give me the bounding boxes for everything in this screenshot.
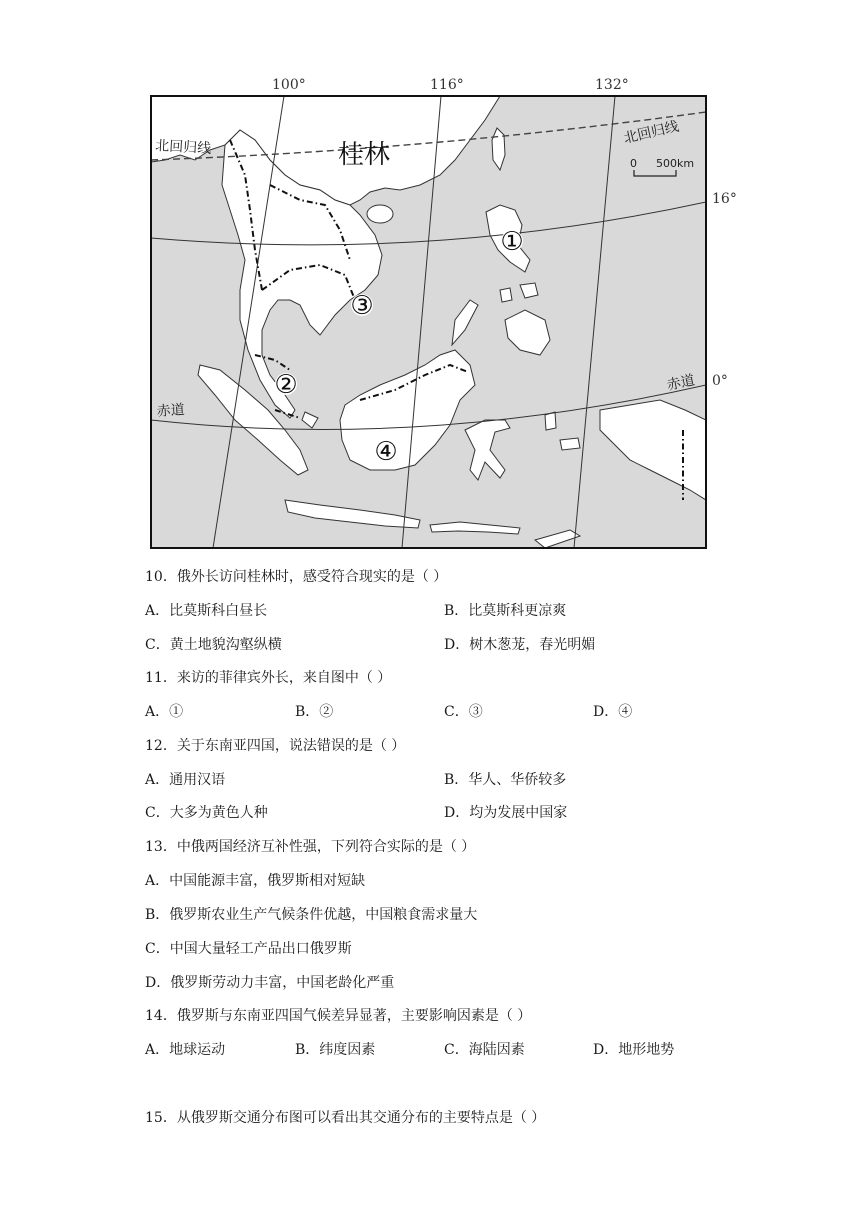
question-10-option-b: B．比莫斯科更凉爽 xyxy=(444,603,567,619)
moluccas-island-2 xyxy=(560,438,580,450)
lat-label-16: 16° xyxy=(712,191,737,207)
map-svg xyxy=(140,70,737,560)
question-11-option-d: D．④ xyxy=(593,704,633,720)
hainan-island xyxy=(367,205,393,223)
question-14-option-d: D．地形地势 xyxy=(593,1042,675,1058)
question-11-option-c: C．③ xyxy=(444,704,483,720)
question-11-option-a: A．① xyxy=(145,704,184,720)
question-15-stem: 15．从俄罗斯交通分布图可以看出其交通分布的主要特点是（ ） xyxy=(145,1110,546,1126)
question-10-stem: 10．俄外长访问桂林时，感受符合现实的是（ ） xyxy=(145,569,448,585)
question-13-option-c: C．中国大量轻工产品出口俄罗斯 xyxy=(145,941,352,957)
question-12-option-a: A．通用汉语 xyxy=(145,772,226,788)
question-12-stem: 12．关于东南亚四国，说法错误的是（ ） xyxy=(145,738,406,754)
scale-zero-label: 0 xyxy=(630,157,637,170)
question-12-option-d: D．均为发展中国家 xyxy=(444,805,568,821)
question-13-option-d: D．俄罗斯劳动力丰富，中国老龄化严重 xyxy=(145,975,395,991)
lon-label-100: 100° xyxy=(272,77,306,93)
tropic-label-left: 北回归线 xyxy=(154,138,212,157)
scale-dist-label: 500km xyxy=(656,157,695,170)
question-11-stem: 11．来访的菲律宾外长，来自图中（ ） xyxy=(145,670,392,686)
question-10-option-a: A．比莫斯科白昼长 xyxy=(145,603,268,619)
question-14-stem: 14．俄罗斯与东南亚四国气候差异显著，主要影响因素是（ ） xyxy=(145,1008,532,1024)
question-13-option-a: A．中国能源丰富，俄罗斯相对短缺 xyxy=(145,873,366,889)
question-13-stem: 13．中俄两国经济互补性强，下列符合实际的是（ ） xyxy=(145,839,476,855)
question-12-option-b: B．华人、华侨较多 xyxy=(444,772,567,788)
southeast-asia-map xyxy=(140,70,737,560)
marker-3: ③ xyxy=(350,291,374,321)
question-12-option-c: C．大多为黄色人种 xyxy=(145,805,268,821)
lon-label-116: 116° xyxy=(430,77,464,93)
equator-label-right: 赤道 xyxy=(665,372,697,394)
question-11-option-b: B．② xyxy=(295,704,334,720)
guilin-label: 桂林 xyxy=(338,140,391,170)
question-10-option-d: D．树木葱茏，春光明媚 xyxy=(444,637,596,653)
question-14-option-a: A．地球运动 xyxy=(145,1042,226,1058)
question-14-option-b: B．纬度因素 xyxy=(295,1042,376,1058)
question-10-option-c: C．黄土地貌沟壑纵横 xyxy=(145,637,282,653)
question-14-option-c: C．海陆因素 xyxy=(444,1042,525,1058)
marker-2: ② xyxy=(274,370,298,400)
equator-label-left: 赤道 xyxy=(156,402,186,420)
lon-label-132: 132° xyxy=(595,77,629,93)
lat-label-0: 0° xyxy=(712,373,728,389)
marker-4: ④ xyxy=(374,437,398,467)
marker-1: ① xyxy=(500,227,524,257)
tropic-label-right: 北回归线 xyxy=(622,118,681,147)
visayas-island-2 xyxy=(500,288,512,302)
moluccas-island xyxy=(545,412,556,430)
question-13-option-b: B．俄罗斯农业生产气候条件优越，中国粮食需求量大 xyxy=(145,907,478,923)
